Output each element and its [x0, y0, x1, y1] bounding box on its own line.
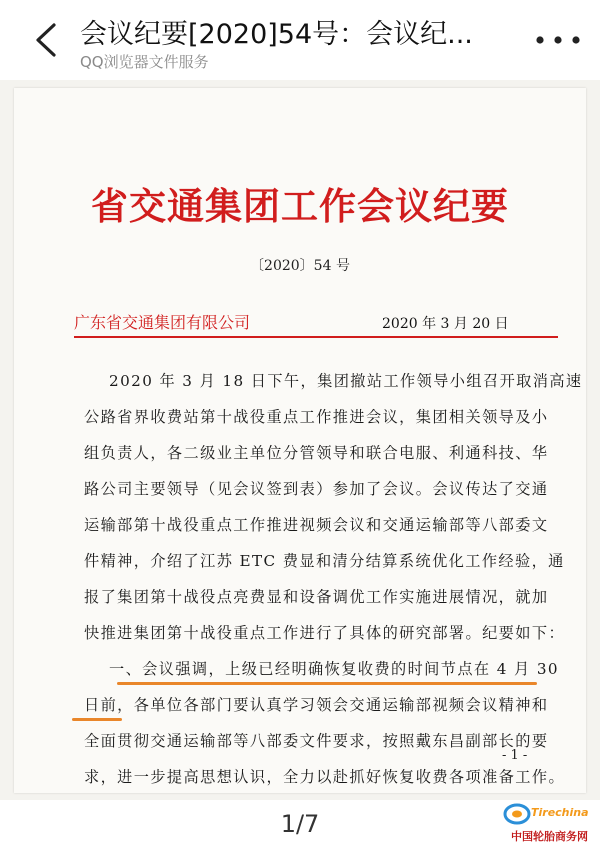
back-chevron-icon[interactable]: [30, 22, 64, 58]
orange-underline: [117, 682, 537, 685]
body-line: 运输部第十战役重点工作推进视频会议和交通运输部等八部委文: [84, 516, 549, 534]
more-dots-icon[interactable]: [535, 30, 581, 50]
tire-logo-icon: [503, 802, 531, 826]
top-bar: [0, 0, 600, 80]
watermark-brand: Tirechina: [531, 806, 589, 819]
document-viewer[interactable]: [0, 80, 600, 800]
body-line: 件精神，介绍了江苏 ETC 费显和清分结算系统优化工作经验，通: [84, 552, 565, 570]
page-number: - 1 -: [502, 748, 528, 763]
red-divider: [74, 336, 558, 338]
body-line: 全面贯彻交通运输部等八部委文件要求，按照戴东昌副部长的要: [84, 732, 549, 750]
highlighted-line: 日前，各单位各部门要认真学习领会交通运输部视频会议精神和: [84, 696, 549, 714]
body-line: 组负责人，各二级业主单位分管领导和联合电服、利通科技、华: [84, 444, 549, 462]
document-heading: 省交通集团工作会议纪要: [91, 184, 509, 228]
orange-underline: [72, 718, 122, 721]
body-line: 2020 年 3 月 18 日下午，集团撤站工作领导小组召开取消高速: [109, 372, 583, 390]
service-subtitle: QQ浏览器文件服务: [80, 53, 209, 71]
document-page: [14, 88, 586, 793]
issuing-organization: 广东省交通集团有限公司: [74, 313, 251, 332]
body-line: 公路省界收费站第十战役重点工作推进会议，集团相关领导及小: [84, 408, 549, 426]
body-line: 快推进集团第十战役重点工作进行了具体的研究部署。纪要如下：: [84, 624, 566, 642]
page-counter: 1/7: [280, 810, 320, 838]
body-line: 路公司主要领导（见会议签到表）参加了会议。会议传达了交通: [84, 480, 549, 498]
watermark: [497, 800, 597, 846]
highlighted-line: 一、会议强调，上级已经明确恢复收费的时间节点在 4 月 30: [109, 660, 559, 678]
body-line: 报了集团第十战役点亮费显和设备调优工作实施进展情况，就加: [84, 588, 549, 606]
watermark-caption: 中国轮胎商务网: [511, 830, 588, 843]
body-line: 求，进一步提高思想认识，全力以赴抓好恢复收费各项准备工作。: [84, 768, 566, 786]
document-number: 〔2020〕54 号: [250, 258, 350, 274]
document-date: 2020 年 3 月 20 日: [382, 316, 509, 332]
file-title: 会议纪要[2020]54号：会议纪...: [80, 19, 473, 50]
